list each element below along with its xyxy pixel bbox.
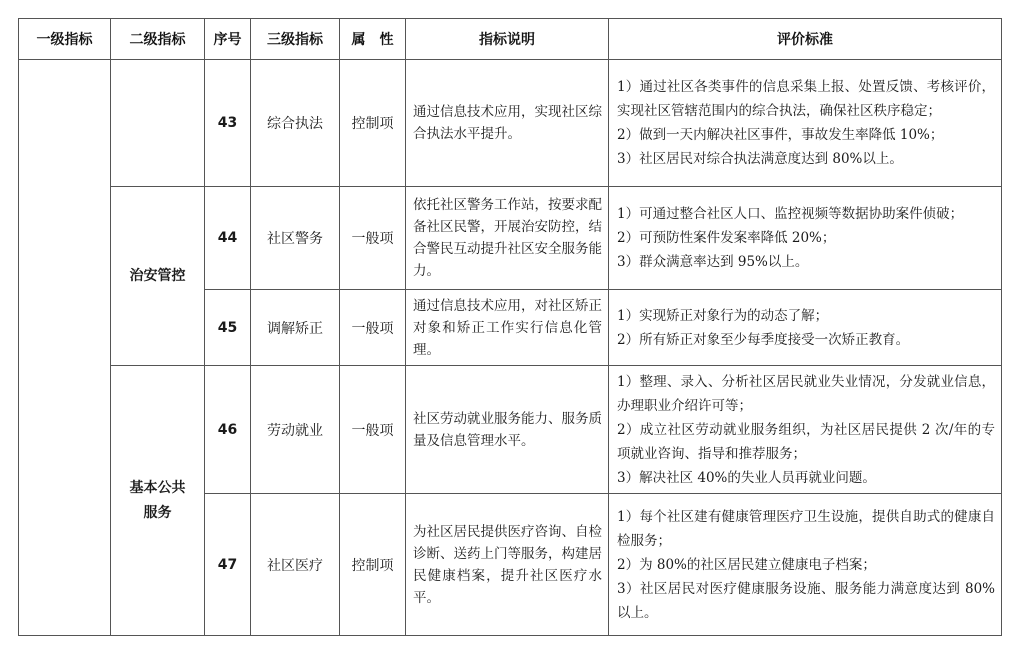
- standard-item: 2）为 80%的社区居民建立健康电子档案；: [617, 556, 876, 573]
- standard-item: 3）社区居民对医疗健康服务设施、服务能力满意度达到 80%以上。: [617, 580, 995, 621]
- desc-cell: 通过信息技术应用，对社区矫正对象和矫正工作实行信息化管理。: [406, 290, 609, 366]
- attr-cell: 一般项: [340, 290, 406, 366]
- level3-cell: 社区医疗: [251, 494, 340, 636]
- indicator-table: [18, 18, 1002, 636]
- header-row: [19, 19, 1002, 60]
- attr-cell: 一般项: [340, 366, 406, 494]
- standard-cell: [609, 366, 1002, 494]
- standard-cell: [609, 494, 1002, 636]
- standard-item: 3）解决社区 40%的失业人员再就业问题。: [617, 469, 876, 486]
- standard-item: 3）群众满意率达到 95%以上。: [617, 254, 809, 270]
- header-seq: 序号: [205, 19, 251, 60]
- standard-cell: [609, 290, 1002, 366]
- level3-cell: 劳动就业: [251, 366, 340, 494]
- header-attr: 属 性: [340, 19, 406, 60]
- attr-cell: 控制项: [340, 494, 406, 636]
- standard-item: 1）实现矫正对象行为的动态了解；: [617, 307, 829, 324]
- standard-item: 1）可通过整合社区人口、监控视频等数据协助案件侦破；: [617, 206, 964, 222]
- level3-cell: 调解矫正: [251, 290, 340, 366]
- level3-cell: 社区警务: [251, 187, 340, 290]
- desc-cell: 为社区居民提供医疗咨询、自检诊断、送药上门等服务，构建居民健康档案，提升社区医疗水平。: [406, 494, 609, 636]
- header-level1: 一级指标: [19, 19, 111, 60]
- attr-cell: 一般项: [340, 187, 406, 290]
- level2-name-line: 基本公共: [129, 479, 186, 496]
- standard-item: 1）每个社区建有健康管理医疗卫生设施，提供自助式的健康自检服务；: [617, 508, 995, 549]
- standard-item: 2）可预防性案件发案率降低 20%；: [617, 230, 836, 246]
- header-level3: 三级指标: [251, 19, 340, 60]
- standard-cell: [609, 187, 1002, 290]
- level3-cell: 综合执法: [251, 60, 340, 187]
- seq-cell: 46: [205, 366, 251, 494]
- seq-cell: 43: [205, 60, 251, 187]
- standard-item: 3）社区居民对综合执法满意度达到 80%以上。: [617, 151, 903, 167]
- attr-cell: 控制项: [340, 60, 406, 187]
- header-level2: 二级指标: [111, 19, 205, 60]
- standard-item: 1）通过社区各类事件的信息采集上报、处置反馈、考核评价，实现社区管辖范围内的综合执法，确保社区秩序稳定；: [617, 79, 995, 119]
- table-row: [19, 366, 1002, 494]
- table-row: [19, 187, 1002, 290]
- seq-cell: 47: [205, 494, 251, 636]
- level2-name-line: 服务: [143, 504, 172, 521]
- seq-cell: 44: [205, 187, 251, 290]
- desc-cell: 依托社区警务工作站，按要求配备社区民警，开展治安防控，结合警民互动提升社区安全服务能力。: [406, 187, 609, 290]
- desc-cell: 通过信息技术应用，实现社区综合执法水平提升。: [406, 60, 609, 187]
- level2-cell-security: 治安管控: [111, 187, 205, 366]
- header-standard: 评价标准: [609, 19, 1002, 60]
- standard-cell: [609, 60, 1002, 187]
- standard-item: 1）整理、录入、分析社区居民就业失业情况，分发就业信息，办理职业介绍许可等；: [617, 373, 995, 414]
- table-row: [19, 60, 1002, 187]
- standard-item: 2）做到一天内解决社区事件，事故发生率降低 10%；: [617, 127, 944, 143]
- desc-cell: 社区劳动就业服务能力、服务质量及信息管理水平。: [406, 366, 609, 494]
- level2-cell-empty: [111, 60, 205, 187]
- level1-cell: [19, 60, 111, 636]
- level2-cell-public-service: [111, 366, 205, 636]
- header-desc: 指标说明: [406, 19, 609, 60]
- standard-item: 2）成立社区劳动就业服务组织，为社区居民提供 2 次/年的专项就业咨询、指导和推荐服务；: [617, 421, 995, 462]
- seq-cell: 45: [205, 290, 251, 366]
- standard-item: 2）所有矫正对象至少每季度接受一次矫正教育。: [617, 331, 910, 348]
